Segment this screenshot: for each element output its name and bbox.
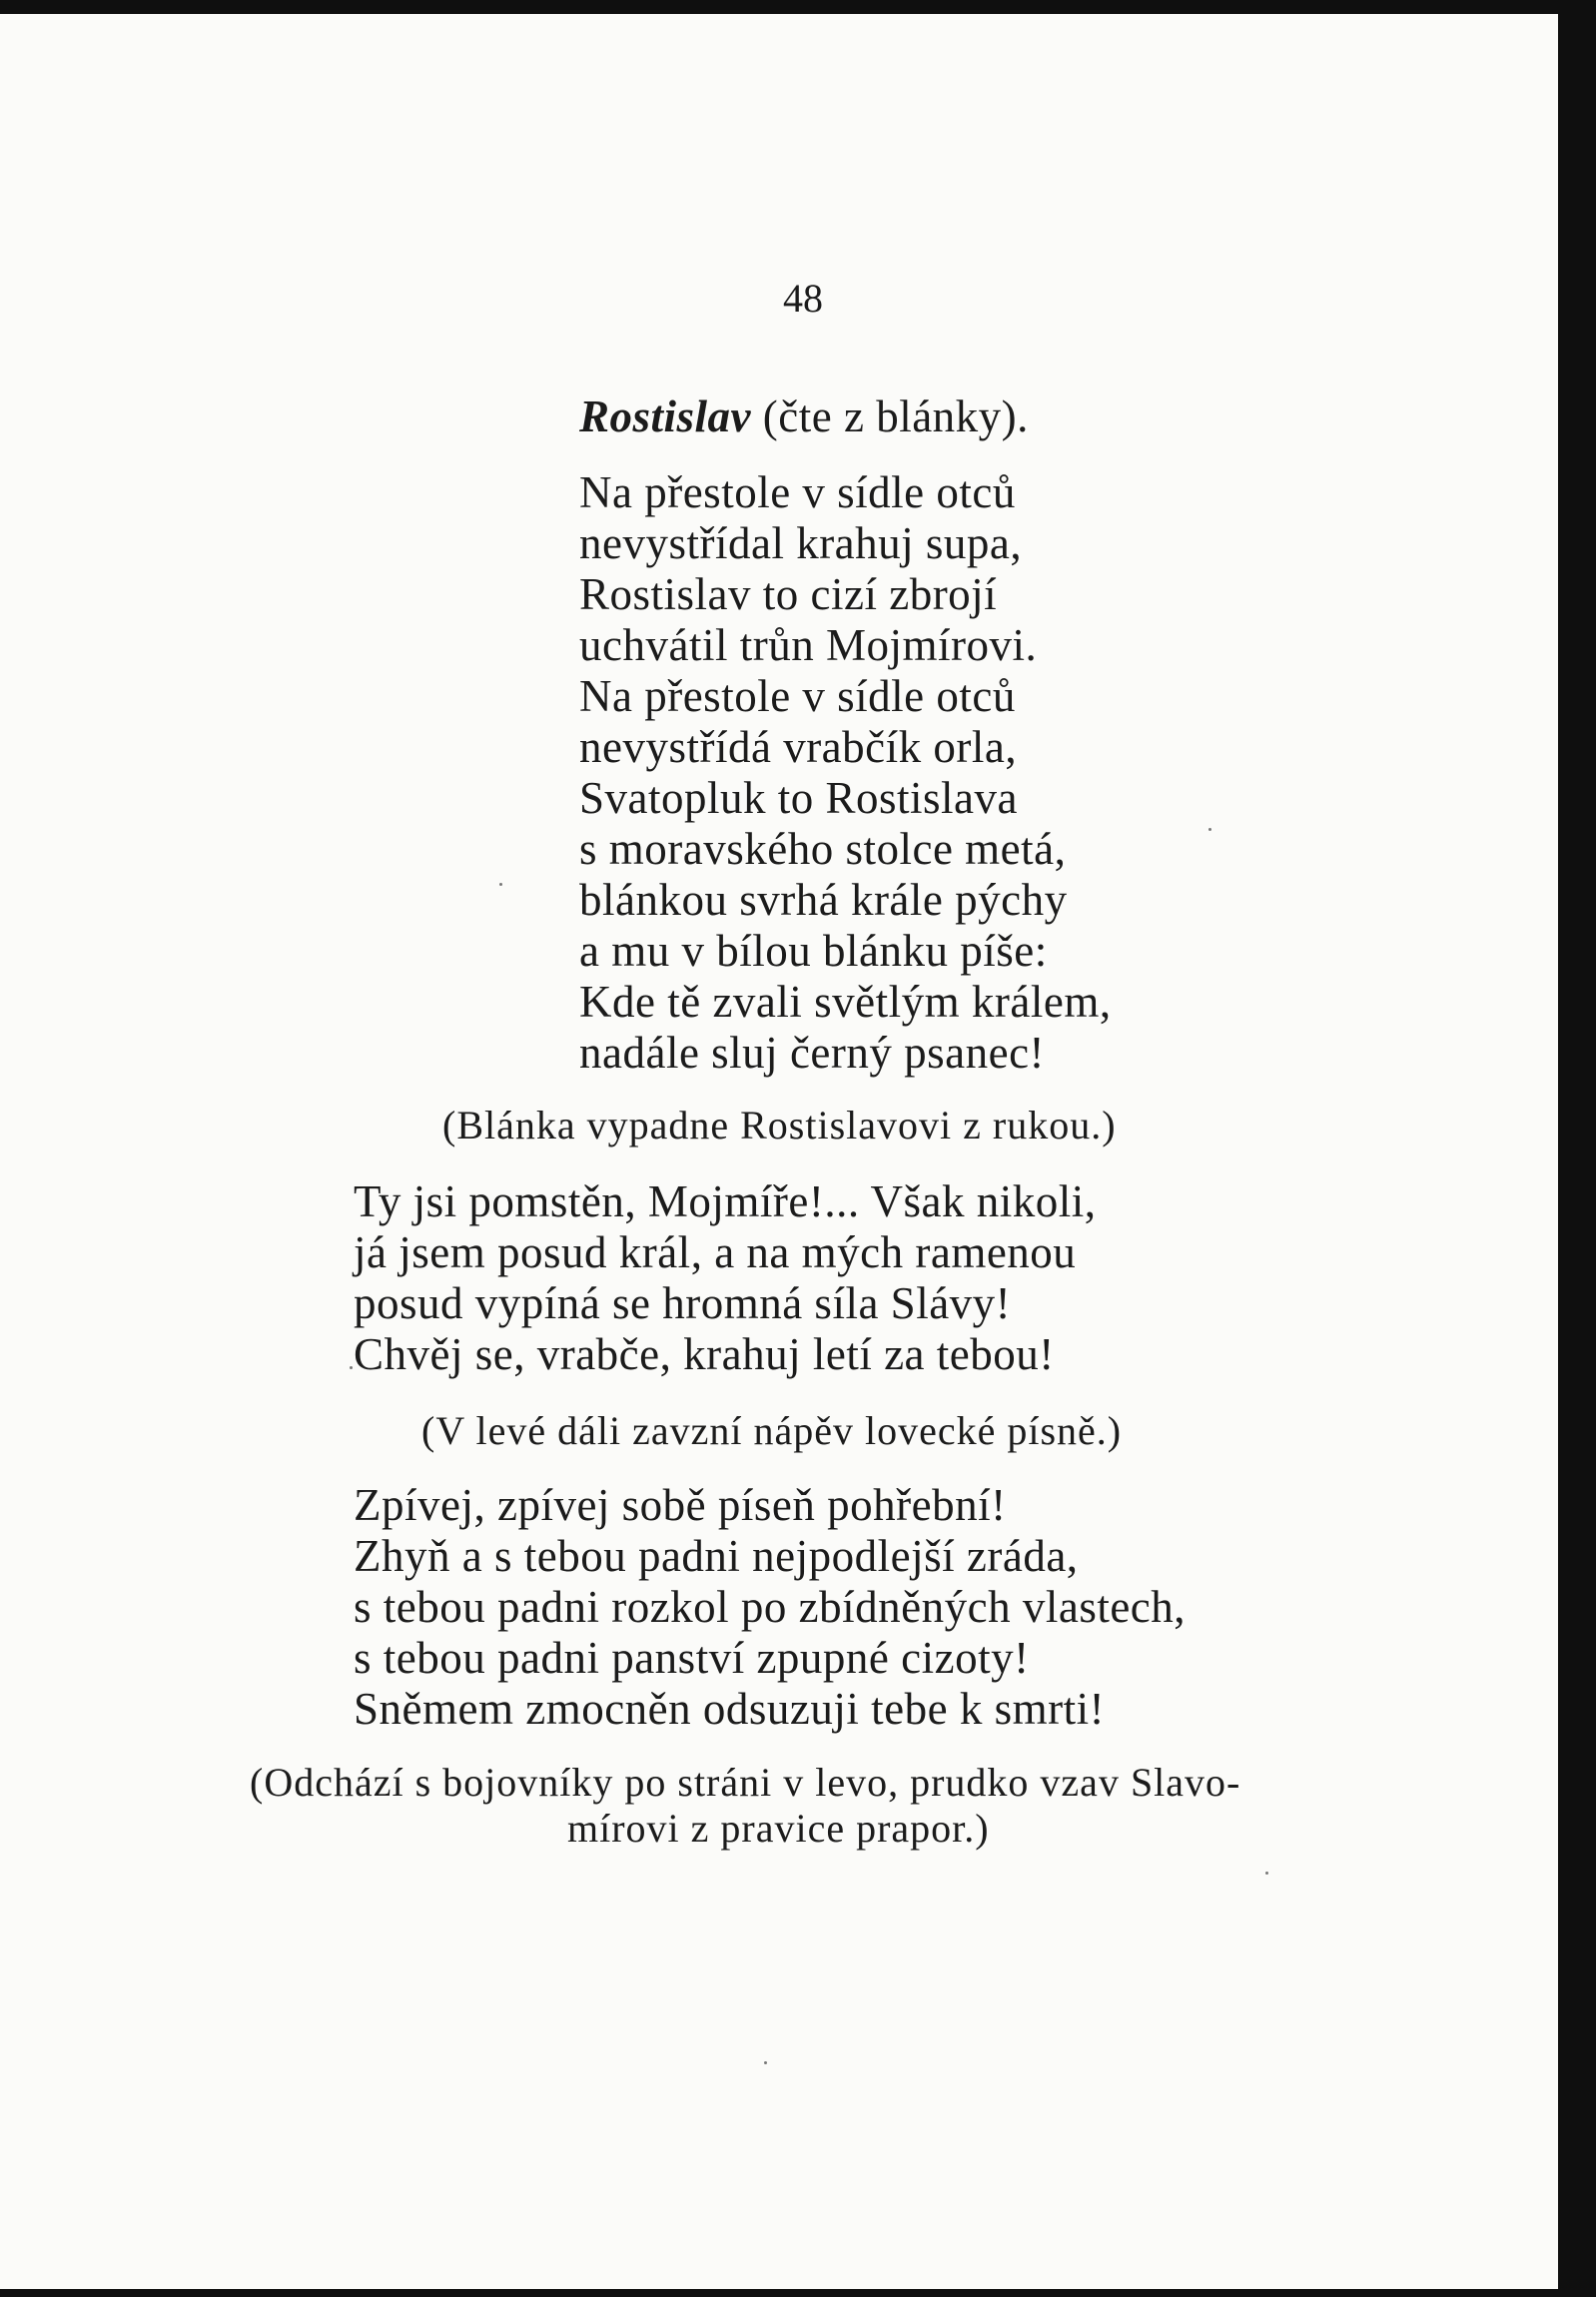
- poem-line: nevystřídá vrabčík orla,: [579, 722, 1018, 772]
- scan-speck: [764, 2061, 767, 2064]
- book-page: [0, 14, 1558, 2289]
- page-number: 48: [783, 276, 823, 321]
- poem-line: s moravského stolce metá,: [579, 824, 1067, 874]
- speech-line: já jsem posud král, a na mých ramenou: [354, 1227, 1077, 1277]
- poem-line: nadále sluj černý psanec!: [579, 1028, 1046, 1078]
- scan-speck: [1208, 828, 1211, 831]
- poem-line: Rostislav to cizí zbrojí: [579, 569, 998, 619]
- poem-line: Na přestole v sídle otců: [579, 671, 1016, 721]
- speech-line: Zhyň a s tebou padni nejpodlejší zráda,: [354, 1531, 1079, 1581]
- scan-border-bottom: [0, 2289, 1596, 2297]
- speaker-line: [579, 391, 1029, 441]
- stage-direction: (V levé dáli zavzní nápěv lovecké písně.): [421, 1408, 1123, 1453]
- stage-direction: (Blánka vypadne Rostislavovi z rukou.): [442, 1103, 1117, 1148]
- stage-direction-continued: mírovi z pravice prapor.): [567, 1806, 990, 1851]
- scan-border-right: [1558, 0, 1596, 2297]
- speech-line: Zpívej, zpívej sobě píseň pohřební!: [354, 1480, 1007, 1530]
- scan-border-top: [0, 0, 1596, 14]
- stage-direction: (Odchází s bojovníky po stráni v levo, prudko vzav Slavo-: [250, 1760, 1241, 1805]
- speech-line: Sněmem zmocněn odsuzuji tebe k smrti!: [354, 1684, 1106, 1734]
- speech-line: posud vypíná se hromná síla Slávy!: [354, 1278, 1012, 1328]
- poem-line: nevystřídal krahuj supa,: [579, 518, 1023, 568]
- speech-line: Ty jsi pomstěn, Mojmíře!... Však nikoli,: [354, 1176, 1097, 1226]
- speech-line: Chvěj se, vrabče, krahuj letí za tebou!: [354, 1329, 1055, 1379]
- speech-line: s tebou padni panství zpupné cizoty!: [354, 1633, 1030, 1683]
- poem-line: blánkou svrhá krále pýchy: [579, 875, 1068, 925]
- poem-line: a mu v bílou blánku píše:: [579, 926, 1048, 976]
- scan-speck: [1265, 1872, 1268, 1875]
- speech-line: s tebou padni rozkol po zbídněných vlastech,: [354, 1582, 1187, 1632]
- speaker-direction: (čte z blánky).: [751, 391, 1029, 441]
- scan-speck: [499, 883, 502, 886]
- speaker-name: Rostislav: [579, 391, 752, 441]
- poem-line: Svatopluk to Rostislava: [579, 773, 1018, 823]
- poem-line: Na přestole v sídle otců: [579, 467, 1016, 517]
- scan-speck: [350, 1366, 353, 1369]
- poem-line: uchvátil trůn Mojmírovi.: [579, 620, 1038, 670]
- poem-line: Kde tě zvali světlým králem,: [579, 977, 1112, 1027]
